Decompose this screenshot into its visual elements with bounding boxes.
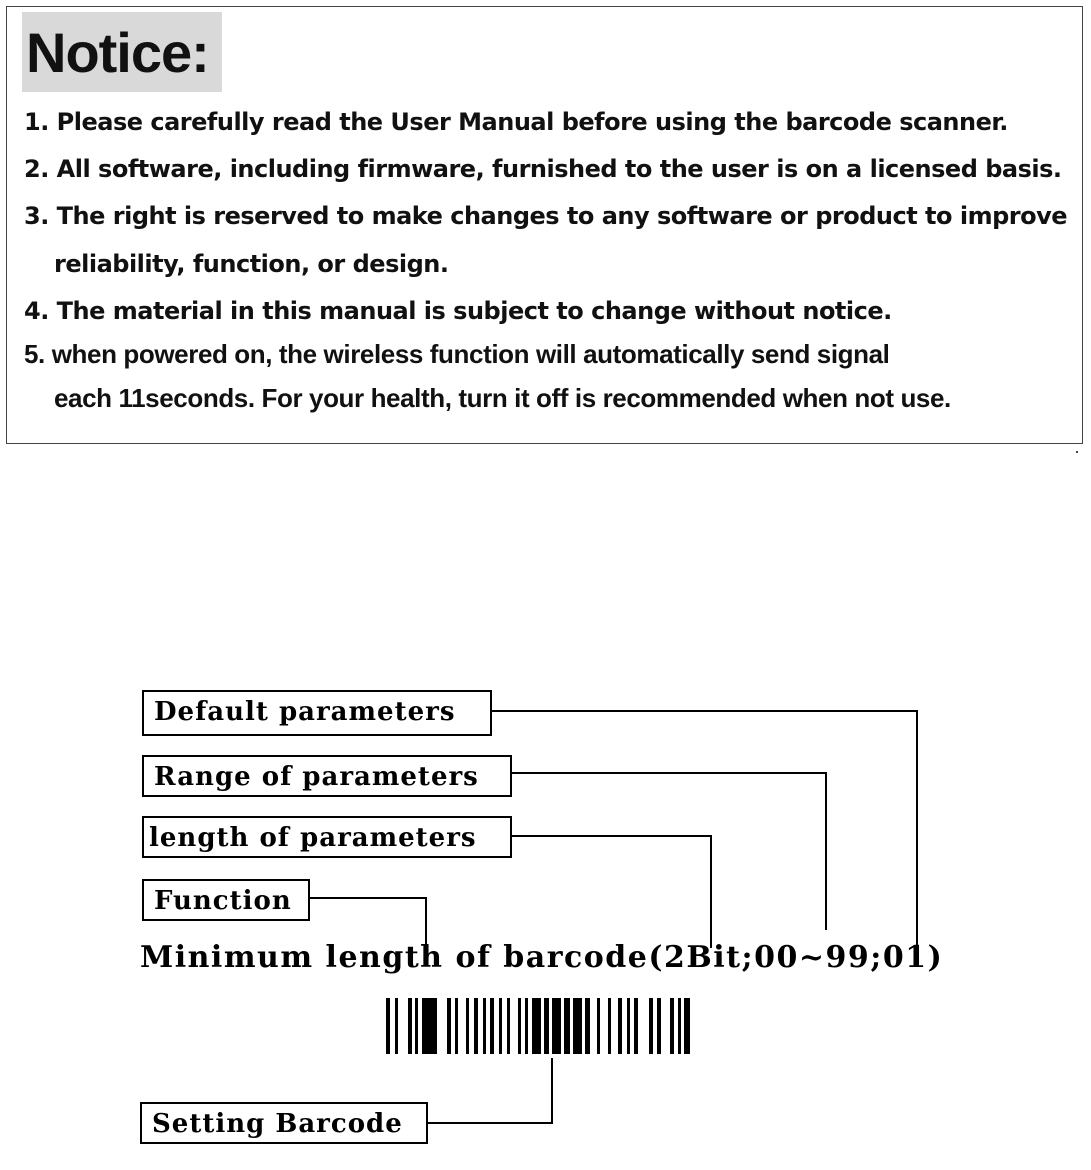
notice-item-5: 5. when powered on, the wireless function will automatically send signal: [24, 339, 890, 369]
label-setting-barcode: Setting Barcode: [140, 1102, 428, 1144]
notice-item-1: 1. Please carefully read the User Manual before using the barcode scanner.: [24, 108, 1008, 136]
notice-item-3: 3. The right is reserved to make changes to any software or product to improve: [24, 202, 1068, 230]
connector-setting-barcode: [428, 1058, 552, 1123]
example-parameter-line: Minimum length of barcode(2Bit;00~99;01): [140, 940, 944, 975]
connector-length-of-parameters: [512, 836, 711, 948]
barcode-image: [386, 998, 690, 1054]
label-function: Function: [142, 879, 310, 921]
notice-item-5-continued: each 11seconds. For your health, turn it off is recommended when not use.: [54, 383, 951, 413]
label-length-of-parameters: length of parameters: [142, 816, 512, 858]
notice-item-3-continued: reliability, function, or design.: [54, 250, 449, 278]
connector-range-of-parameters: [512, 773, 826, 930]
notice-item-4: 4. The material in this manual is subject to change without notice.: [24, 297, 892, 325]
notice-item-2: 2. All software, including firmware, furnished to the user is on a licensed basis.: [24, 155, 1062, 183]
label-default-parameters: Default parameters: [142, 690, 492, 736]
notice-heading: Notice:: [22, 12, 222, 92]
connector-default-parameters: [492, 711, 917, 948]
label-range-of-parameters: Range of parameters: [142, 755, 512, 797]
